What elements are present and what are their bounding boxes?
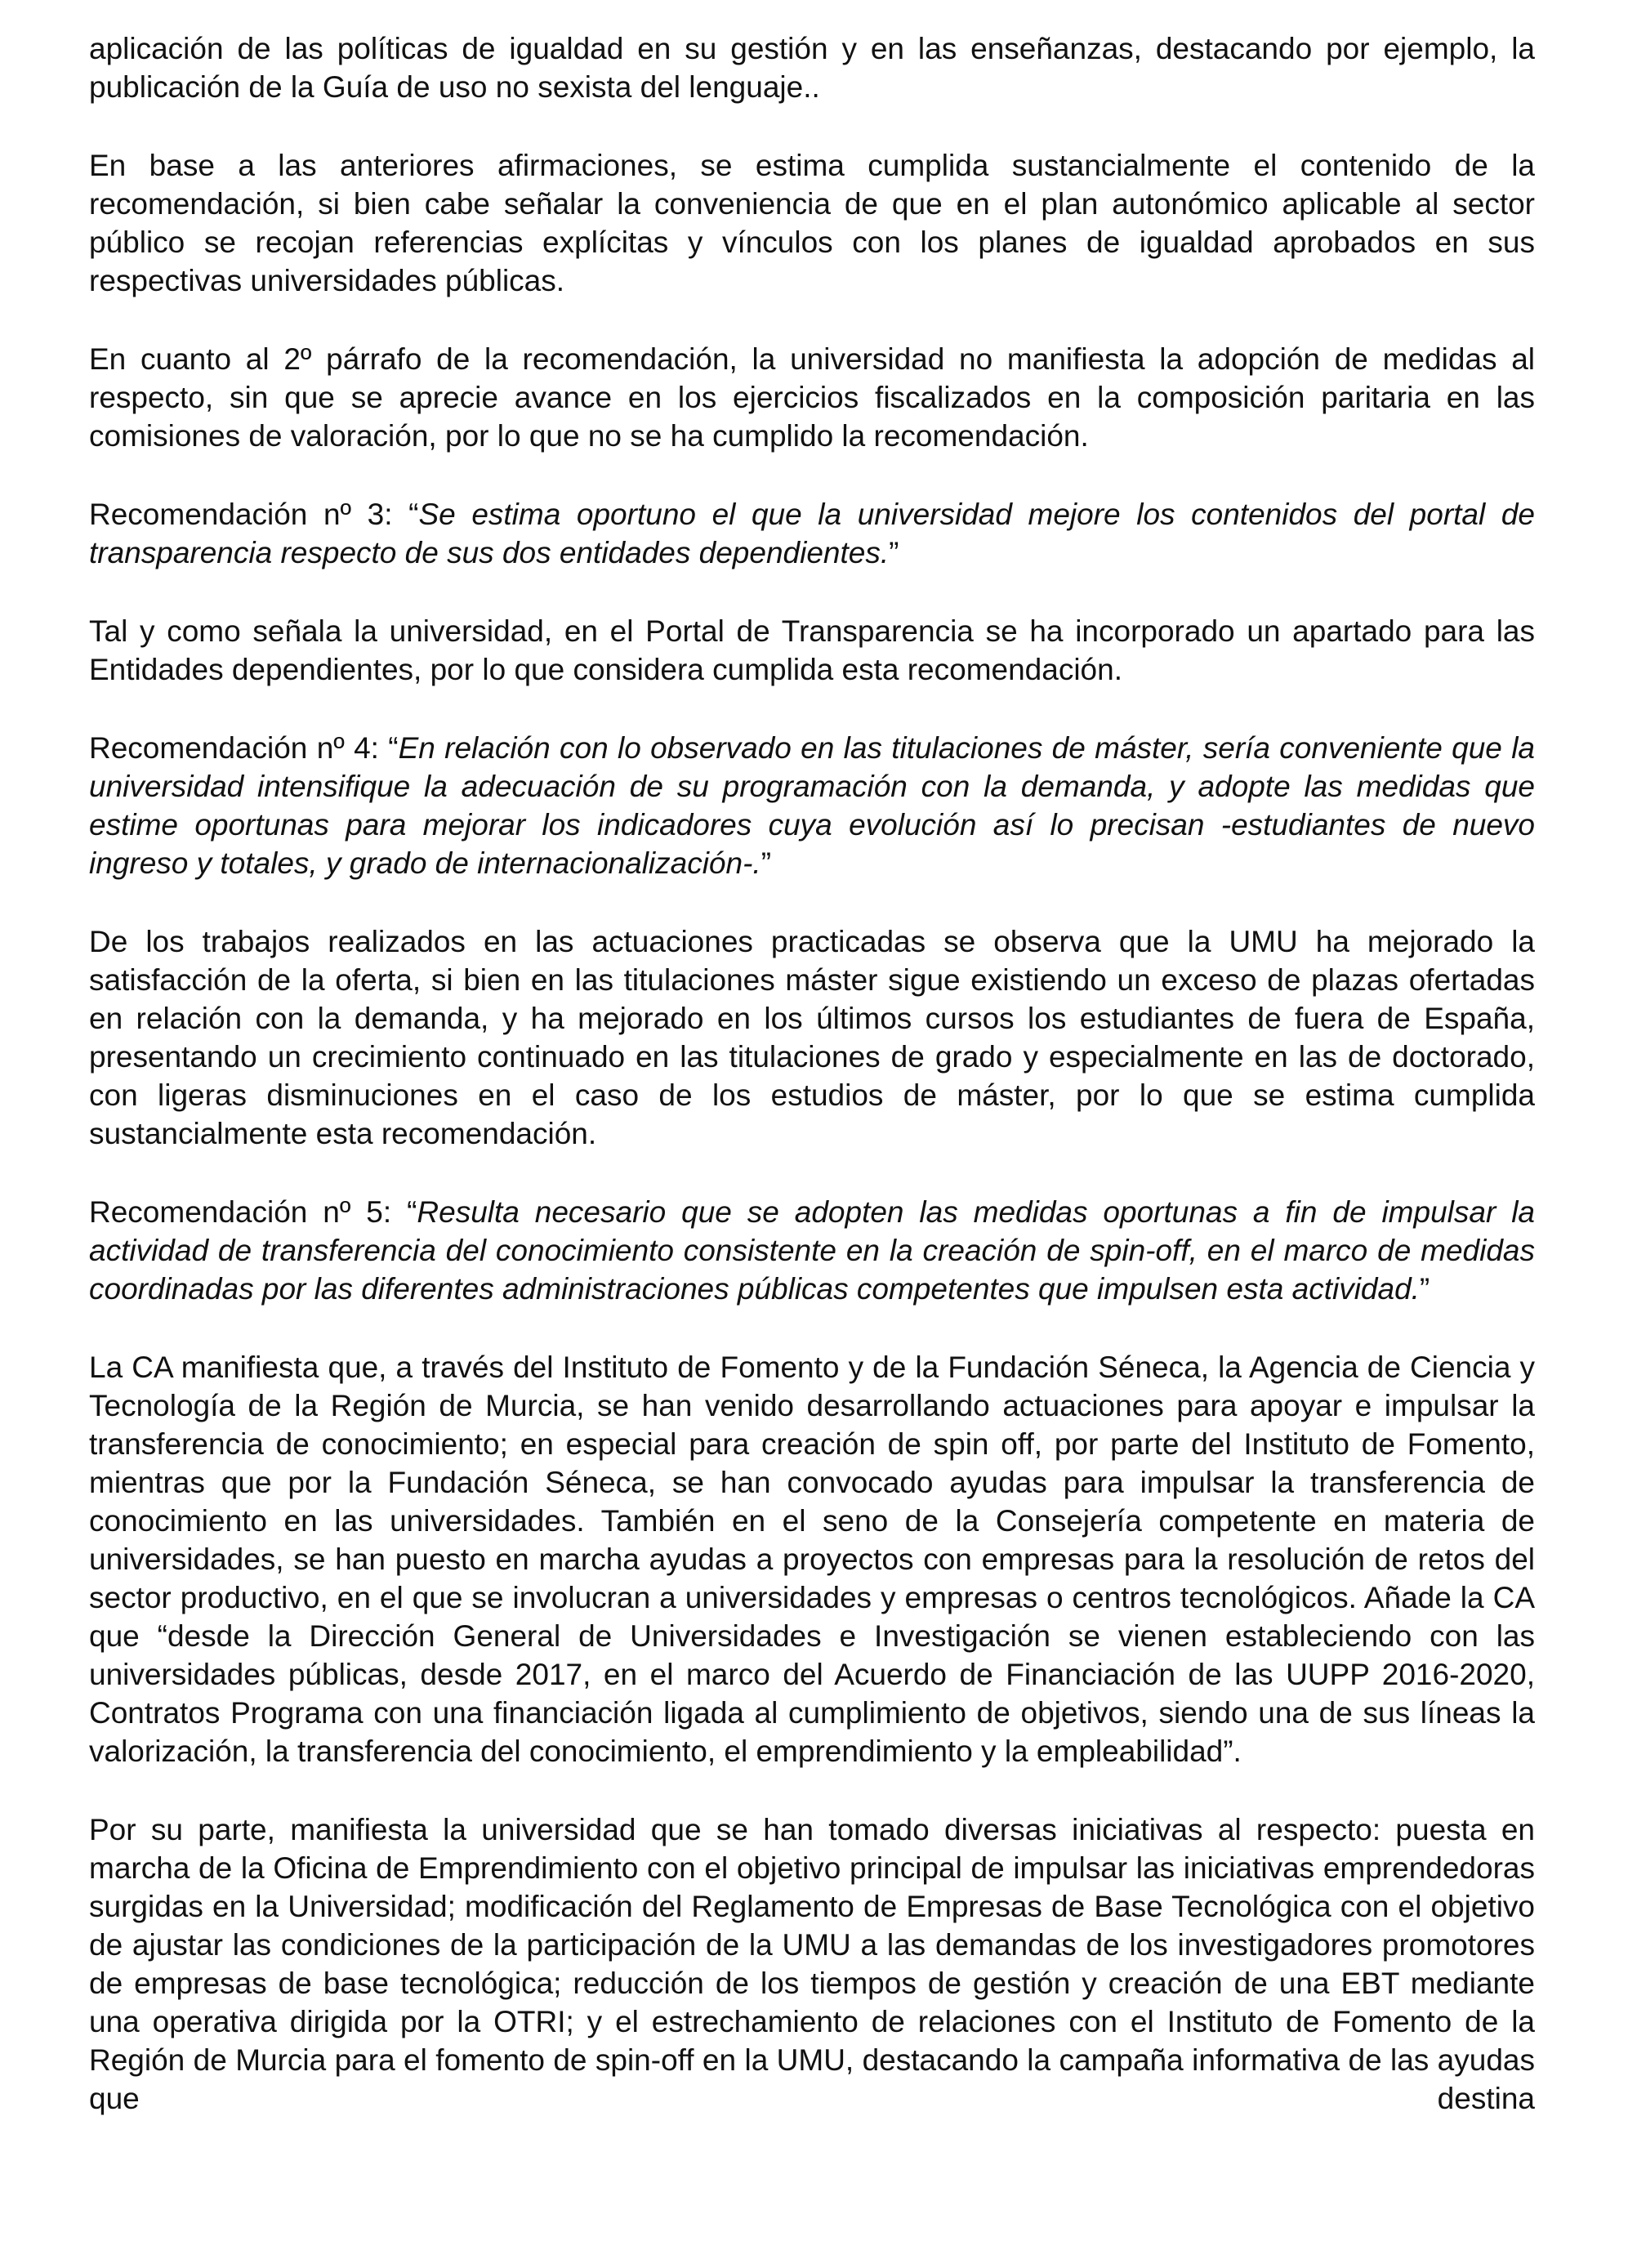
paragraph-ca-manifiesta: La CA manifiesta que, a través del Instituto de Fomento y de la Fundación Séneca, la Agencia de Ciencia y Tecnología de la Región de Murcia, se han venido desarrollando actuaciones para apoyar e impulsar la transferencia de conocimiento; en especial para creación de spin off, por parte del Instituto de Fomento, mientras que por la Fundación Séneca, se han convocado ayudas para impulsar la transferencia de conocimiento en las universidades. También en el seno de la Consejería competente en materia de universidades, se han puesto en marcha ayudas a proyectos con empresas para la resolución de retos del sector productivo, en el que se involucran a universidades y empresas o centros tecnológicos. Añade la CA que “desde la Dirección General de Universidades e Investigación se vienen estableciendo con las universidades públicas, desde 2017, en el marco del Acuerdo de Financiación de las UUPP 2016-2020, Contratos Programa con una financiación ligada al cumplimiento de objetivos, siendo una de sus líneas la valorización, la transferencia del conocimiento, el emprendimiento y la empleabilidad”. <box>89 1351 1535 1768</box>
paragraph-igualdad: aplicación de las políticas de igualdad en su gestión y en las enseñanzas, destacando por ejemplo, la publicación de la Guía de uso no sexista del lenguaje.. <box>89 32 1535 104</box>
document-page <box>89 29 1535 2118</box>
paragraph-trabajos-realizados: De los trabajos realizados en las actuaciones practicadas se observa que la UMU ha mejorado la satisfacción de la oferta, si bien en las titulaciones máster sigue existiendo un exceso de plazas ofertadas en relación con la demanda, y ha mejorado en los últimos cursos los estudiantes de fuera de España, presentando un crecimiento continuado en las titulaciones de grado y especialmente en las de doctorado, con ligeras disminuciones en el caso de los estudios de máster, por lo que se estima cumplida sustancialmente esta recomendación. <box>89 925 1535 1150</box>
recommendation-4-quote: En relación con lo observado en las titulaciones de máster, sería conveniente que la universidad intensifique la adecuación de su programación con la demanda, y adopte las medidas que estime oportunas para mejorar los indicadores cuya evolución así lo precisan -estudiantes de nuevo ingreso y totales, y grado de internacionalización-. <box>89 731 1535 880</box>
paragraph-cumplida-sustancialmente: En base a las anteriores afirmaciones, se estima cumplida sustancialmente el contenido de la recomendación, si bien cabe señalar la conveniencia de que en el plan autonómico aplicable al sector público se recojan referencias explícitas y vínculos con los planes de igualdad aprobados en sus respectivas universidades públicas. <box>89 149 1535 297</box>
recommendation-3-close: ” <box>889 536 899 569</box>
recommendation-3-quote: Se estima oportuno el que la universidad mejore los contenidos del portal de transparencia respecto de sus dos entidades dependientes. <box>89 498 1535 569</box>
paragraph-universidad-iniciativas: Por su parte, manifiesta la universidad que se han tomado diversas iniciativas al respecto: puesta en marcha de la Oficina de Emprendimiento con el objetivo principal de impulsar las iniciativas emprendedoras surgidas en la Universidad; modificación del Reglamento de Empresas de Base Tecnológica con el objetivo de ajustar las condiciones de la participación de la UMU a las demandas de los investigadores promotores de empresas de base tecnológica; reducción de los tiempos de gestión y creación de una EBT mediante una operativa dirigida por la OTRI; y el estrechamiento de relaciones con el Instituto de Fomento de la Región de Murcia para el fomento de spin-off en la UMU, destacando la campaña informativa de las ayudas que destina <box>89 1813 1535 2115</box>
recommendation-4 <box>89 729 1535 882</box>
paragraph-portal-transparencia: Tal y como señala la universidad, en el Portal de Transparencia se ha incorporado un apartado para las Entidades dependientes, por lo que considera cumplida esta recomendación. <box>89 614 1535 686</box>
recommendation-3 <box>89 495 1535 572</box>
recommendation-5-label: Recomendación nº 5: “ <box>89 1195 417 1229</box>
recommendation-3-label: Recomendación nº 3: “ <box>89 498 419 531</box>
recommendation-4-close: ” <box>761 846 772 880</box>
recommendation-5-quote: Resulta necesario que se adopten las medidas oportunas a fin de impulsar la actividad de transferencia del conocimiento consistente en la creación de spin-off, en el marco de medidas coordinadas por las diferentes administraciones públicas competentes que impulsen esta actividad. <box>89 1195 1535 1306</box>
recommendation-5 <box>89 1193 1535 1308</box>
paragraph-segundo-parrafo: En cuanto al 2º párrafo de la recomendación, la universidad no manifiesta la adopción de medidas al respecto, sin que se aprecie avance en los ejercicios fiscalizados en la composición paritaria en las comisiones de valoración, por lo que no se ha cumplido la recomendación. <box>89 342 1535 453</box>
recommendation-5-close: ” <box>1419 1272 1430 1306</box>
recommendation-4-label: Recomendación nº 4: “ <box>89 731 399 765</box>
